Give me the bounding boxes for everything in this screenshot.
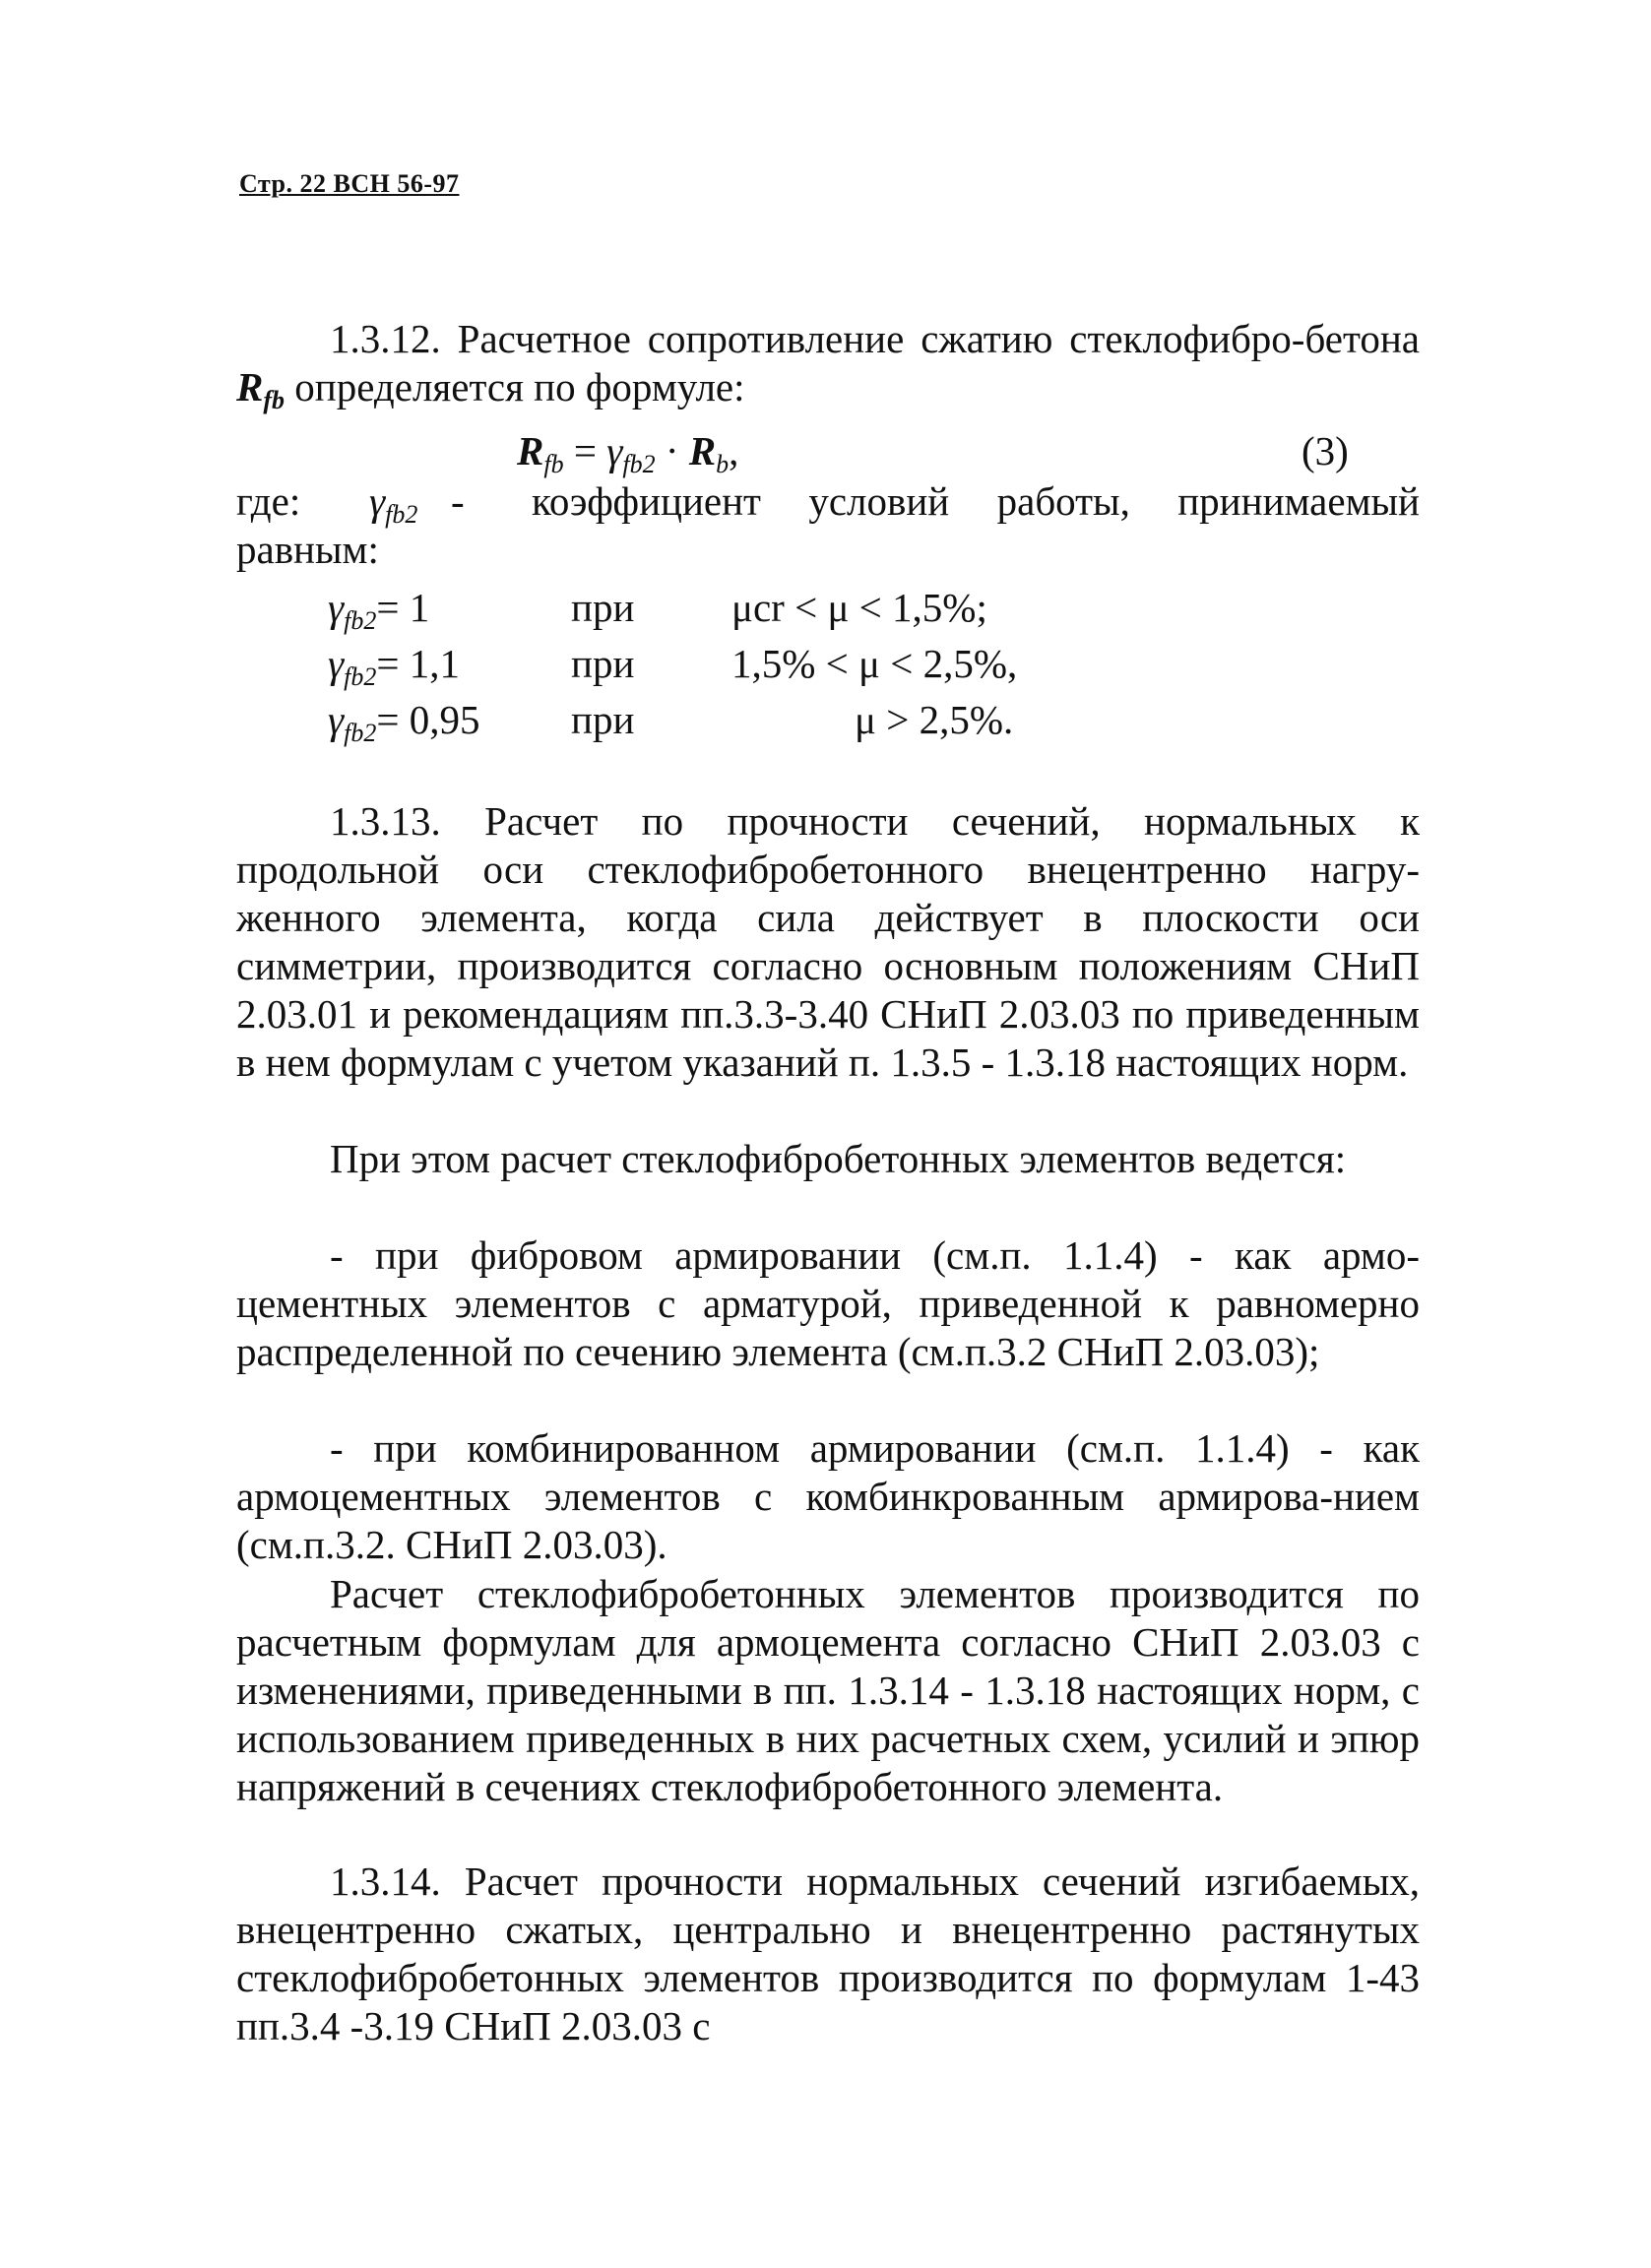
cond-expr: μcr < μ < 1,5%;	[731, 585, 987, 630]
formula-rhs-sub: b	[716, 450, 730, 478]
cond-gamma: γ	[328, 697, 345, 742]
formula-eq: =	[563, 428, 607, 473]
where-text: коэффициент условий работы, принимаемый	[532, 478, 1420, 524]
page-header: Стр. 22 ВСН 56-97	[239, 169, 460, 198]
paragraph-text: 1.3.12. Расчетное сопротивление сжатию стеклофибро-бетона	[330, 316, 1420, 361]
cond-value: = 0,95	[376, 697, 480, 742]
paragraph-1-3-13: 1.3.13. Расчет по прочности сечений, нормальных к продольной оси стеклофибробетонного внецентренно нагру-женного элемента, когда сила действует в плоскости оси симметрии, производится согласно основным положениям СНиП 2.03.01 и рекомендациям пп.3.3-3.40 СНиП 2.03.03 по приведенным в нем формулам с учетом указаний п. 1.3.5 - 1.3.18 настоящих норм.	[236, 798, 1420, 1085]
cond-sub: fb2	[344, 606, 377, 635]
where-dash: -	[451, 478, 465, 524]
formula-dot: ·	[655, 428, 689, 473]
where-text-2: равным:	[236, 527, 379, 572]
formula-lhs-sub: fb	[543, 450, 564, 478]
formula-3	[517, 427, 738, 479]
paragraph-combined-reinforcement: - при комбинированном армировании (см.п. 1.1.4) - как армоцементных элементов с комбинкрованным армирова-нием (см.п.3.2. СНиП 2.03.03).	[236, 1425, 1420, 1567]
cond-word: при	[571, 641, 635, 686]
cond-value: = 1,1	[376, 641, 461, 686]
cond-value: = 1	[376, 585, 430, 630]
cond-sub: fb2	[344, 719, 377, 747]
formula-gamma: γ	[606, 428, 623, 473]
where-symbol-sub: fb2	[385, 500, 418, 529]
where-label: где:	[236, 478, 301, 524]
paragraph-calc-note: При этом расчет стеклофибробетонных элементов ведется:	[330, 1136, 1347, 1181]
paragraph-1-3-14: 1.3.14. Расчет прочности нормальных сечений изгибаемых, внецентренно сжатых, центрально и внецентренно растянутых стеклофибробетонных элементов производится по формулам 1-43 пп.3.4 -3.19 СНиП 2.03.03 с	[236, 1858, 1420, 2048]
paragraph-fiber-reinforcement: - при фибровом армировании (см.п. 1.1.4) - как армо-цементных элементов с арматурой, приведенной к равномерно распределенной по сечению элемента (см.п.3.2 СНиП 2.03.03);	[236, 1232, 1420, 1374]
symbol-sub: fb	[263, 386, 286, 414]
cond-word: при	[571, 697, 635, 742]
cond-word: при	[571, 585, 635, 630]
cond-gamma: γ	[328, 585, 345, 630]
paragraph-calc-formulas: Расчет стеклофибробетонных элементов производится по расчетным формулам для армоцемента согласно СНиП 2.03.03 с изменениями, приведенными в пп. 1.3.14 - 1.3.18 настоящих норм, с использованием приведенных в них расчетных схем, усилий и эпюр напряжений в сечениях стеклофибробетонного элемента.	[236, 1571, 1420, 1809]
cond-expr: μ > 2,5%.	[855, 697, 1014, 742]
formula-gamma-sub: fb2	[622, 450, 656, 478]
paragraph-tail: определяется по формуле:	[294, 364, 745, 410]
cond-expr: 1,5% < μ < 2,5%,	[731, 641, 1018, 686]
where-symbol: γ	[369, 478, 386, 524]
equation-number: (3)	[1302, 428, 1349, 473]
cond-gamma: γ	[328, 641, 345, 686]
formula-lhs: R	[517, 428, 544, 473]
paragraph-1-3-12	[236, 315, 1420, 424]
formula-rhs: R	[688, 428, 717, 473]
cond-sub: fb2	[344, 662, 377, 691]
formula-comma: ,	[729, 428, 739, 473]
symbol-r: R	[236, 364, 264, 410]
